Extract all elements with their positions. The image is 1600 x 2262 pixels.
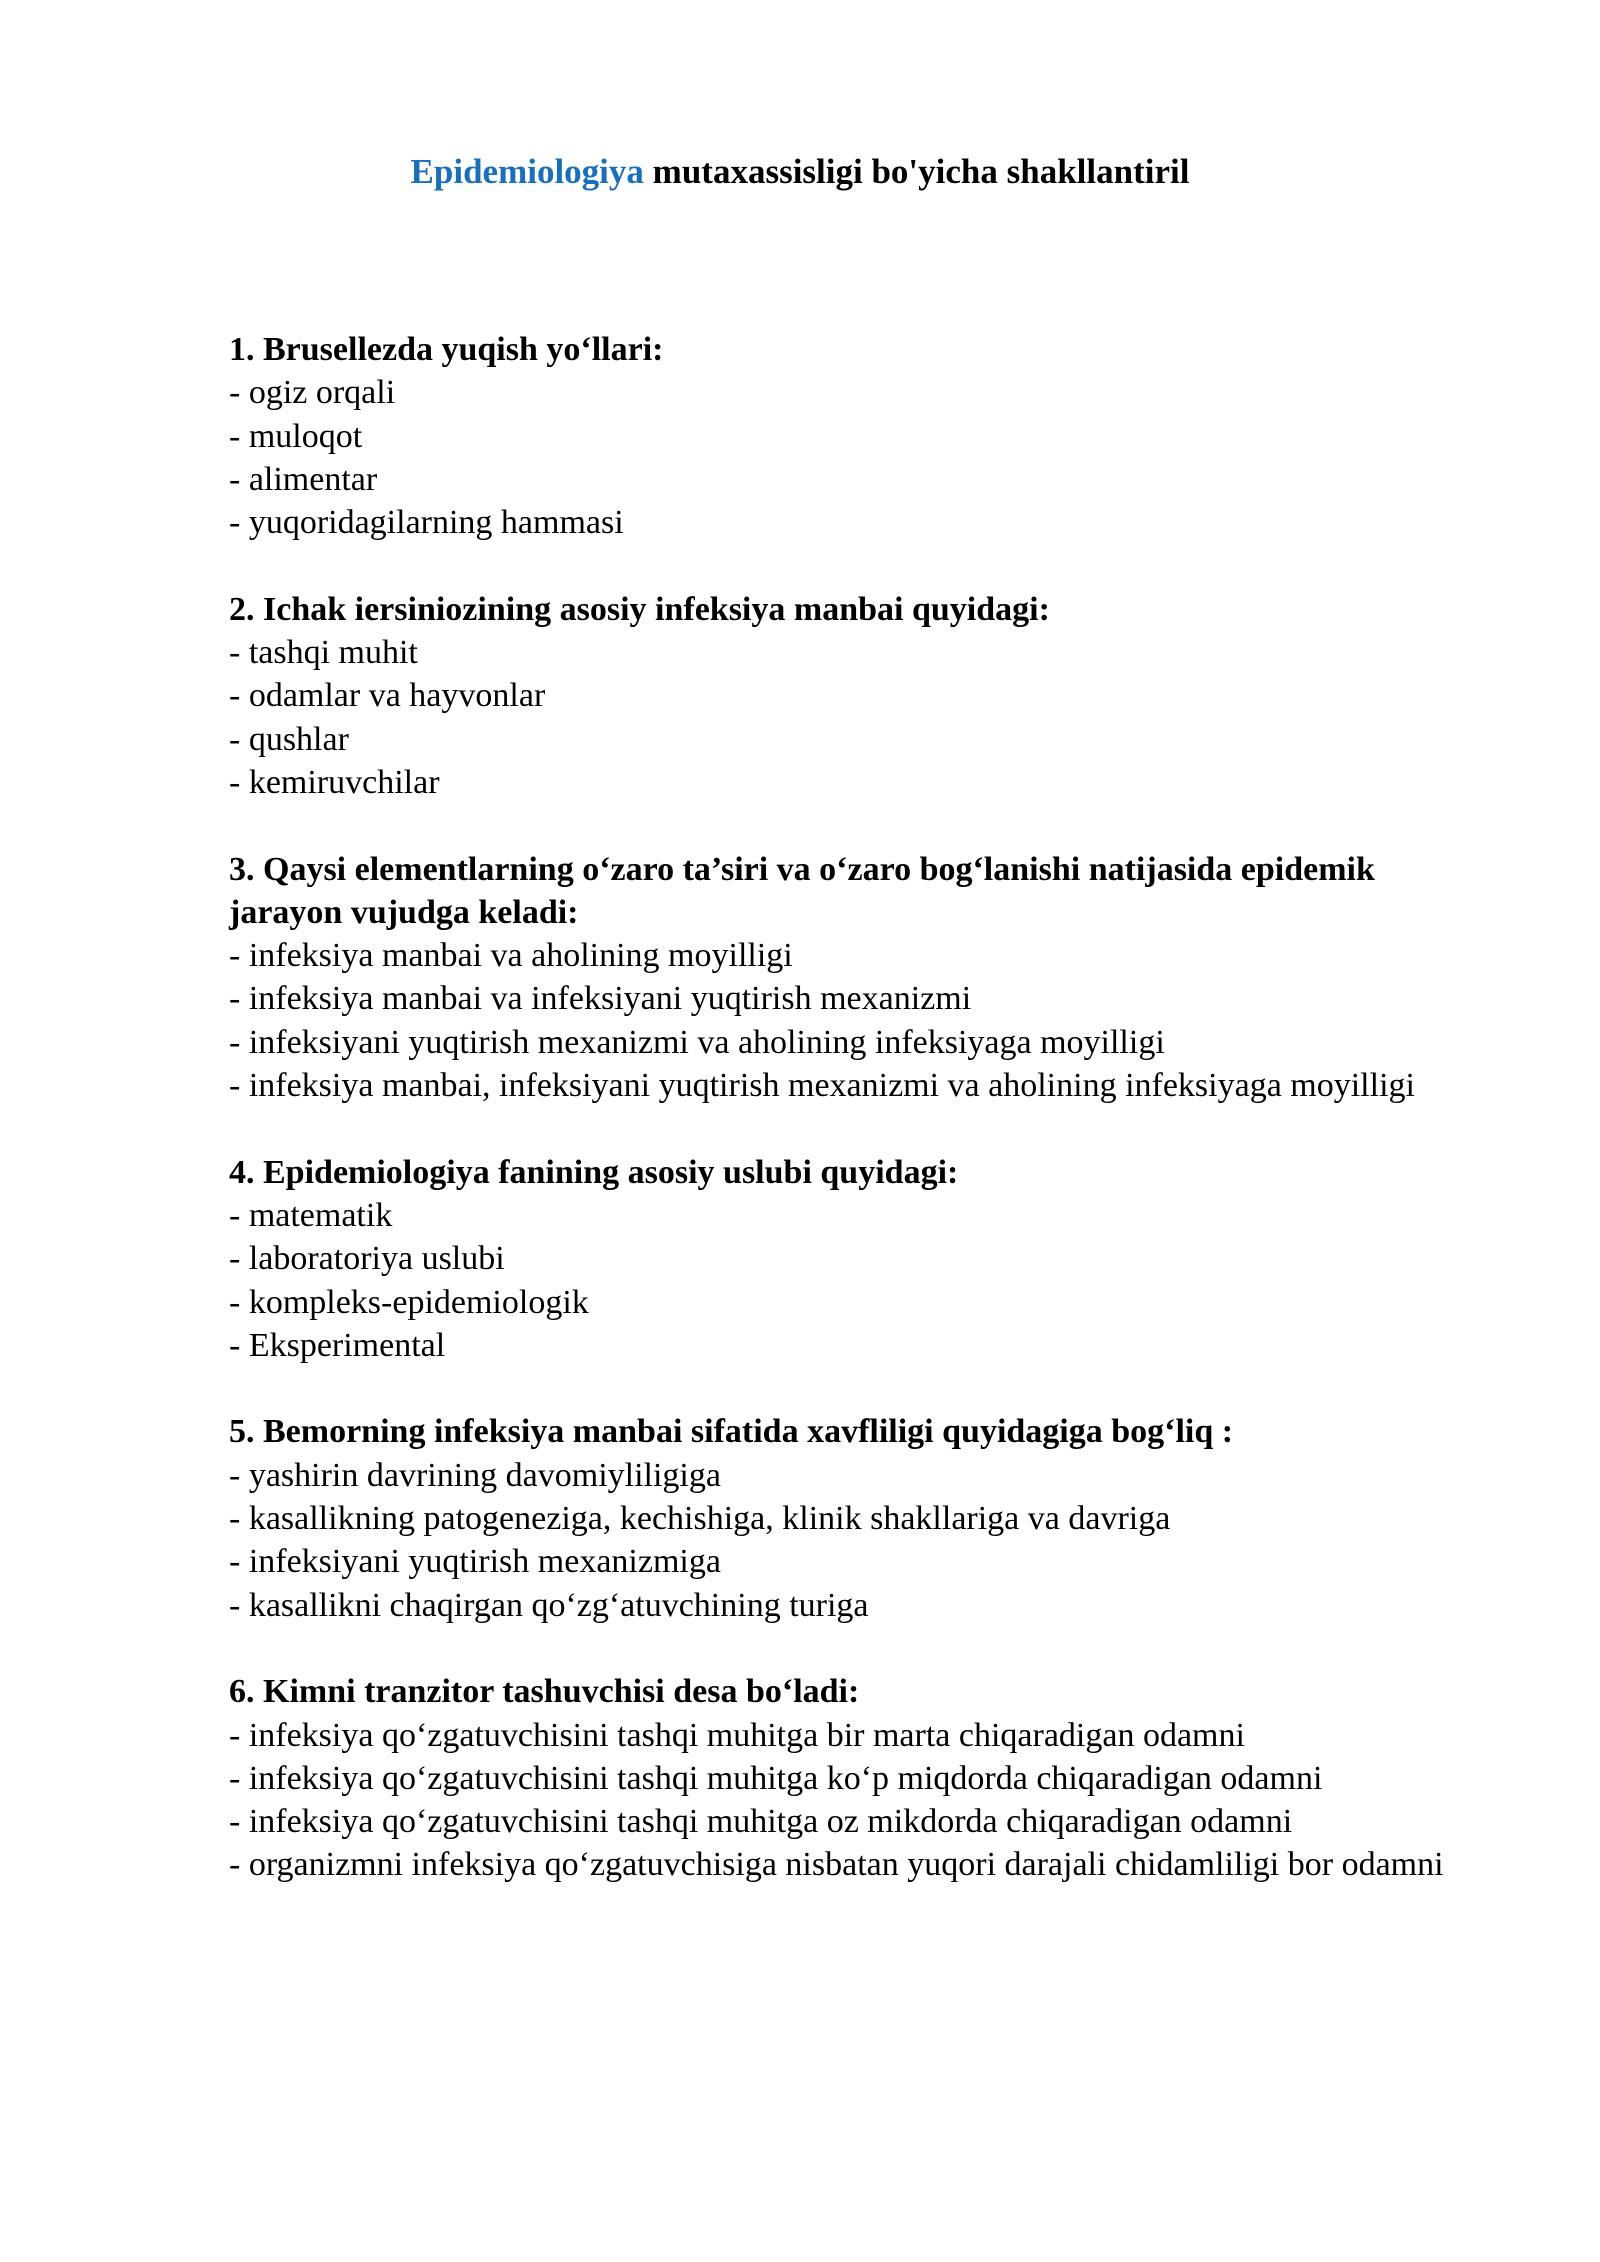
answer-option: - matematik (229, 1196, 393, 1234)
answer-option: - yuqoridagilarning hammasi (229, 504, 624, 542)
answer-option: - kasallikning patogeneziga, kechishiga, klinik shakllariga va davriga (229, 1500, 1171, 1538)
answer-option: - laboratoriya uslubi (229, 1240, 505, 1278)
question-text: 5. Bemorning infeksiya manbai sifatida xavfliligi quyidagiga bog‘liq : (229, 1413, 1234, 1451)
answer-option: - infeksiya qo‘zgatuvchisini tashqi muhitga oz mikdorda chiqaradigan odamni (229, 1803, 1293, 1841)
answer-option: - infeksiya manbai va aholining moyilligi (229, 937, 793, 975)
question-text: 1. Brusellezda yuqish yo‘llari: (229, 331, 664, 368)
answer-option: - yashirin davrining davomiyliligiga (229, 1456, 721, 1494)
question-text: 2. Ichak iersiniozining asosiy infeksiya manbai quyidagi: (229, 590, 1050, 628)
question-text: 3. Qaysi elementlarning o‘zaro ta’siri va o‘zaro bog‘lanishi natijasida epidemik jarayon vujudga keladi: (229, 850, 1375, 931)
answer-option: - alimentar (229, 460, 378, 498)
question-1 (229, 328, 1479, 544)
answer-option: - ogiz orqali (229, 374, 396, 412)
answer-option: - infeksiya manbai, infeksiyani yuqtirish mexanizmi va aholining infeksiyaga moyilligi (229, 1067, 1415, 1105)
answer-option: - infeksiya qo‘zgatuvchisini tashqi muhitga ko‘p miqdorda chiqaradigan odamni (229, 1759, 1323, 1797)
question-5 (229, 1410, 1479, 1626)
question-3 (229, 848, 1479, 1108)
answer-option: - infeksiyani yuqtirish mexanizmiga (229, 1543, 721, 1581)
question-list (229, 328, 1479, 1930)
answer-option: - muloqot (229, 417, 363, 455)
answer-option: - Eksperimental (229, 1326, 446, 1364)
answer-option: - qushlar (229, 720, 349, 758)
answer-option: - tashqi muhit (229, 634, 418, 672)
title-accent-word: Epidemiologiya (410, 152, 644, 191)
answer-option: - kompleks-epidemiologik (229, 1283, 589, 1321)
question-text: 4. Epidemiologiya fanining asosiy uslubi quyidagi: (229, 1153, 959, 1191)
document-title (0, 150, 1600, 194)
question-4 (229, 1151, 1479, 1367)
question-6 (229, 1670, 1479, 1886)
answer-option: - infeksiyani yuqtirish mexanizmi va aholining infeksiyaga moyilligi (229, 1023, 1165, 1061)
title-rest: mutaxassisligi bo'yicha shakllantiril (652, 152, 1190, 191)
answer-option: - organizmni infeksiya qo‘zgatuvchisiga nisbatan yuqori darajali chidamliligi bor odamni (229, 1846, 1444, 1884)
answer-option: - kasallikni chaqirgan qo‘zg‘atuvchining turiga (229, 1586, 869, 1624)
question-2 (229, 588, 1479, 804)
answer-option: - infeksiya qo‘zgatuvchisini tashqi muhitga bir marta chiqaradigan odamni (229, 1716, 1245, 1754)
question-text: 6. Kimni tranzitor tashuvchisi desa bo‘ladi: (229, 1673, 860, 1711)
answer-option: - odamlar va hayvonlar (229, 677, 546, 715)
answer-option: - kemiruvchilar (229, 763, 440, 801)
answer-option: - infeksiya manbai va infeksiyani yuqtirish mexanizmi (229, 980, 972, 1018)
